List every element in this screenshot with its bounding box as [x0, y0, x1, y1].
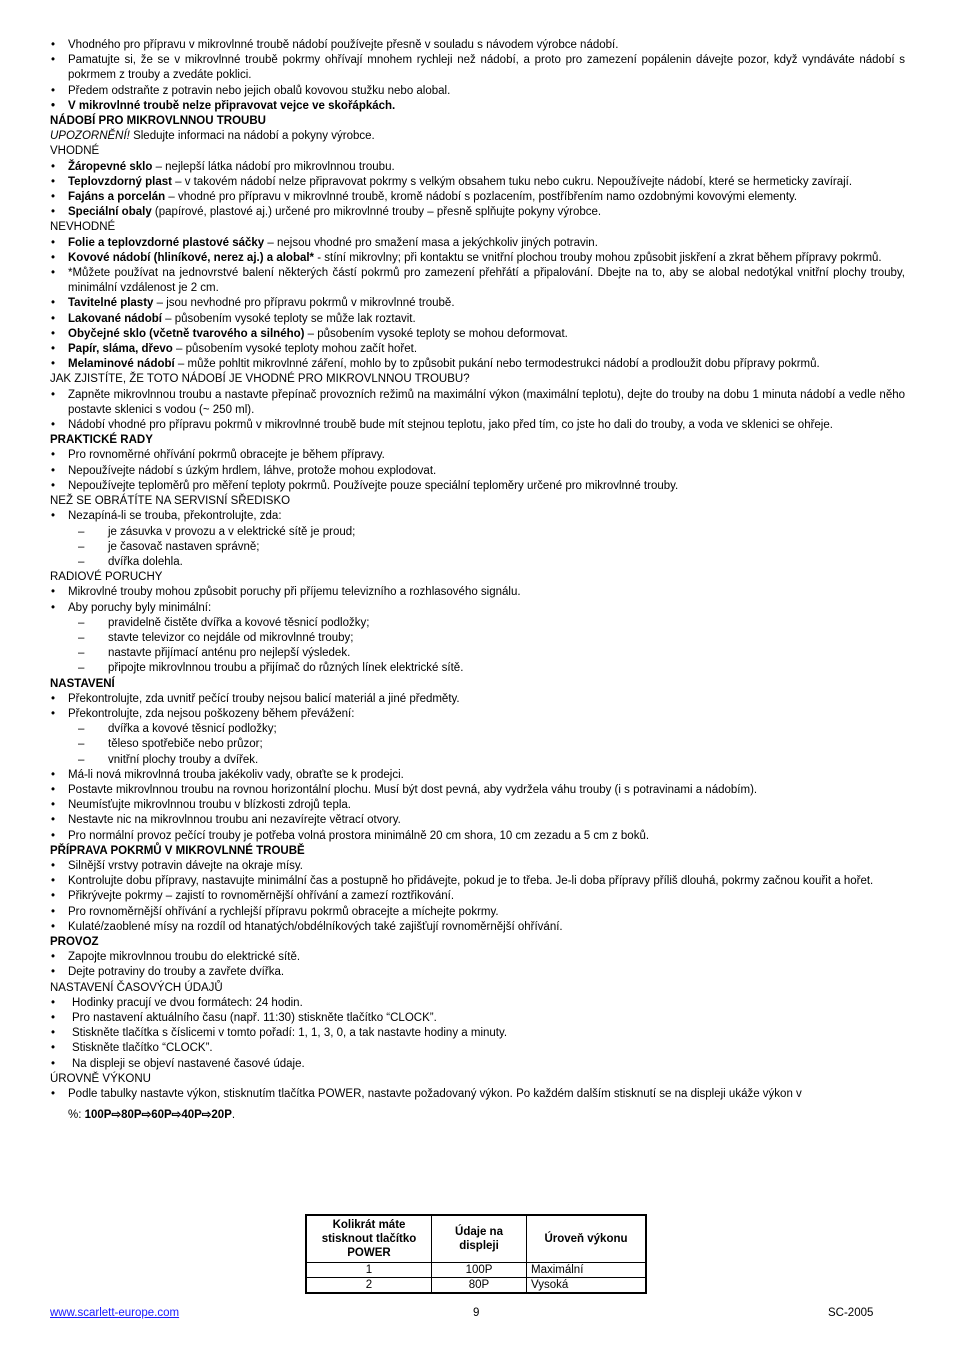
list-item: • Stiskněte tlačítka s číslicemi v tomto pořadí: 1, 1, 3, 0, a tak nastavte hodiny a minuty. — [50, 1026, 905, 1041]
list-item: • Lakované nádobí – působením vysoké teploty se může lak roztavit. — [50, 312, 905, 327]
list-item: • Pro rovnoměrnější ohřívání a rychlejší přípravu pokrmů obracejte a míchejte pokrmy. — [50, 905, 905, 920]
list-item: • Pamatujte si, že se v mikrovlnné troubě pokrmy ohřívají mnohem rychleji než nádobí, a proto pro zamezení popálenin dávejte pozor, když vyndáváte nádobí s pokrmem z trouby a zvedáte poklici. — [50, 53, 905, 83]
list-item: • *Můžete používat na jednovrstvé balení některých částí pokrmů pro zamezení přehřátí a připalování. Dbejte na to, aby se alobal nedotýkal vnitřní plochy trouby, minimální vzdálenost je 2 cm. — [50, 266, 905, 296]
website-link[interactable]: www.scarlett-europe.com — [50, 1307, 180, 1319]
table-header-row — [306, 1215, 646, 1263]
list-item: • Překontrolujte, zda uvnitř pečící trouby nejsou balicí materiál a jiné předměty. — [50, 692, 905, 707]
sub-list-item: – dvířka dolehla. — [50, 555, 905, 570]
list-item: • Silnější vrstvy potravin dávejte na okraje mísy. — [50, 859, 905, 874]
list-item: • Neumísťujte mikrovlnnou troubu v blízkosti zdrojů tepla. — [50, 798, 905, 813]
section-heading-test: JAK ZJISTÍTE, ŽE TOTO NÁDOBÍ JE VHODNÉ PRO MIKROVLNNOU TROUBU? — [50, 373, 470, 386]
model-number: SC-2005 — [828, 1307, 874, 1319]
table-cell: Maximální — [527, 1263, 647, 1278]
section-heading-power: ÚROVNĚ VÝKONU — [50, 1072, 151, 1085]
list-item: • Překontrolujte, zda nejsou poškozeny během převážení: — [50, 707, 905, 722]
section-heading-radio: RADIOVÉ PORUCHY — [50, 571, 163, 584]
footer-link-wrap — [50, 1307, 179, 1319]
table-cell: 1 — [306, 1263, 432, 1278]
section-heading-clock: NASTAVENÍ ČASOVÝCH ÚDAJŮ — [50, 981, 223, 994]
list-item: • Teplovzdorný plast – v takovém nádobí nelze připravovat pokrmy s velkým obsahem tuku nebo cukru. Nepoužívejte nádobí, které se hermeticky zavírají. — [50, 175, 905, 190]
list-item: • Stiskněte tlačítko “CLOCK”. — [50, 1041, 905, 1056]
page-number: 9 — [473, 1307, 480, 1319]
list-item: • Zapněte mikrovlnnou troubu a nastavte přepínač provozních režimů na maximální výkon (maximální teplotu), dejte do trouby na dobu 1 minuta nádobí a vedle něho postavte sklenici s vodou (~ 250 ml). — [50, 388, 905, 418]
document-body — [50, 38, 905, 1123]
sub-list-item: – je zásuvka v provozu a v elektrické sítě je proud; — [50, 525, 905, 540]
section-heading-cookware: NÁDOBÍ PRO MIKROVLNNOU TROUBU — [50, 115, 266, 128]
sub-list-item: – je časovač nastaven správně; — [50, 540, 905, 555]
list-item: • Melaminové nádobí – může pohltit mikrovlnné záření, mohlo by to způsobit pukání nebo termodestrukci nádobí a prodloužit dobu přípravy pokrmů. — [50, 357, 905, 372]
sub-list-item: – vnitřní plochy trouby a dvířek. — [50, 753, 905, 768]
power-level-table — [305, 1214, 647, 1294]
table-cell: 2 — [306, 1278, 432, 1294]
list-item: • Nezapíná-li se trouba, překontrolujte, zda: — [50, 509, 905, 524]
section-heading-setup: NASTAVENÍ — [50, 677, 115, 690]
section-heading-tips: PRAKTICKÉ RADY — [50, 434, 153, 447]
list-item: • Hodinky pracují ve dvou formátech: 24 hodin. — [50, 996, 905, 1011]
sub-list-item: – pravidelně čistěte dvířka a kovové těsnicí podložky; — [50, 616, 905, 631]
list-item: • Přikrývejte pokrmy – zajistí to rovnoměrnější ohřívání a zamezí roztřikování. — [50, 889, 905, 904]
list-item: • Pro nastavení aktuálního času (např. 11:30) stiskněte tlačítko “CLOCK”. — [50, 1011, 905, 1026]
list-item: • Nádobí vhodné pro přípravu pokrmů v mikrovlnné troubě bude mít stejnou teplotu, jako před tím, co jste ho dali do trouby, a voda ve sklenici se ohřeje. — [50, 418, 905, 433]
table-row — [306, 1278, 646, 1294]
list-item: • Předem odstraňte z potravin nebo jejich obalů kovovou stužku nebo alobal. — [50, 84, 905, 99]
list-item: • Papír, sláma, dřevo – působením vysoké teploty mohou začít hořet. — [50, 342, 905, 357]
list-item: • Žáropevné sklo – nejlepší látka nádobí pro mikrovlnnou troubu. — [50, 160, 905, 175]
list-item: • Kontrolujte dobu přípravy, nastavujte minimální čas a postupně ho přidávejte, pokud je to třeba. Je-li doba přípravy příliš dlouhá, pokrmy začnou kouřit a hořet. — [50, 874, 905, 889]
list-item: • Zapojte mikrovlnnou troubu do elektrické sítě. — [50, 950, 905, 965]
list-item: • Fajáns a porcelán – vhodné pro přípravu v mikrovlnné troubě, kromě nádobí s pozlacením, postříbřením namo ozdobnými kovovými elementy. — [50, 190, 905, 205]
section-heading-service: NEŽ SE OBRÁTÍTE NA SERVISNÍ SŘEDISKO — [50, 495, 291, 508]
list-item: • Postavte mikrovlnnou troubu na rovnou horizontální plochu. Musí být dost pevná, aby vydržela váhu trouby (i s potravinami a nádobím). — [50, 783, 905, 798]
list-item: • Na displeji se objeví nastavené časové údaje. — [50, 1057, 905, 1072]
table-cell: Vysoká — [527, 1278, 647, 1294]
unsuitable-heading: NEVHODNÉ — [50, 221, 116, 234]
list-item: • Folie a teplovzdorné plastové sáčky – nejsou vhodné pro smažení masa a jekýchkoliv jiných potravin. — [50, 236, 905, 251]
table-cell: 100P — [432, 1263, 527, 1278]
list-item: • Kulaté/zaoblené mísy na rozdíl od htanatých/obdélníkových také zajišťují rovnoměrnější ohřívání. — [50, 920, 905, 935]
section-heading-prep: PŘÍPRAVA POKRMŮ V MIKROVLNNÉ TROUBĚ — [50, 844, 305, 857]
list-item: • Dejte potraviny do trouby a zavřete dvířka. — [50, 965, 905, 980]
list-item: • Nestavte nic na mikrovlnnou troubu ani nezavírejte větrací otvory. — [50, 813, 905, 828]
list-item: • Mikrovlné trouby mohou způsobit poruchy při příjemu televizního a rozhlasového signálu. — [50, 585, 905, 600]
suitable-heading: VHODNÉ — [50, 145, 100, 158]
list-item: • Nepoužívejte nádobí s úzkým hrdlem, láhve, protože mohou explodovat. — [50, 464, 905, 479]
table-row — [306, 1263, 646, 1278]
sub-list-item: – připojte mikrovlnnou troubu a přijímač do různých línek elektrické sítě. — [50, 661, 905, 676]
sub-list-item: – stavte televizor co nejdále od mikrovlnné trouby; — [50, 631, 905, 646]
list-item: • Aby poruchy byly minimální: — [50, 601, 905, 616]
section-heading-operation: PROVOZ — [50, 935, 99, 948]
list-item: • Pro normální provoz pečící trouby je potřeba volná prostora minimálně 20 cm shora, 10 cm zezadu a 5 cm z boků. — [50, 829, 905, 844]
list-item: • Pro rovnoměrné ohřívání pokrmů obracejte je během přípravy. — [50, 448, 905, 463]
sub-list-item: – dvířka a kovové těsnicí podložky; — [50, 722, 905, 737]
list-item: • Kovové nádobí (hliníkové, nerez aj.) a alobal* - stíní mikrovlny; při kontaktu se vnitřní plochou trouby mohou způsobit jiskření a zkrat během přípravy pokrmů. — [50, 251, 905, 266]
table-cell: 80P — [432, 1278, 527, 1294]
column-header: Úroveň výkonu — [527, 1215, 647, 1263]
power-sequence: %: 100P⇨80P⇨60P⇨40P⇨20P. — [68, 1109, 236, 1122]
list-item: • Obyčejné sklo (včetně tvarového a silného) – působením vysoké teploty se mohou deformovat. — [50, 327, 905, 342]
sub-list-item: – nastavte přijímací anténu pro nejlepší výsledek. — [50, 646, 905, 661]
list-item: • Tavitelné plasty – jsou nevhodné pro přípravu pokrmů v mikrovlnné troubě. — [50, 296, 905, 311]
list-item: • Speciální obaly (papírové, plastové aj.) určené pro mikrovlnné trouby – přesně splňujte pokyny výrobce. — [50, 205, 905, 220]
egg-warning: • V mikrovlnné troubě nelze připravovat vejce ve skořápkách. — [50, 99, 905, 114]
list-item: • Podle tabulky nastavte výkon, stisknutím tlačítka POWER, nastavte požadovaný výkon. Po každém dalším stisknutí se na displeji ukáže výkon v %: 100P⇨80P⇨60P⇨40P⇨20P. — [50, 1087, 905, 1123]
sub-list-item: – těleso spotřebiče nebo průzor; — [50, 737, 905, 752]
warning-label: UPOZORNĚNÍ! — [50, 130, 130, 143]
cookware-warning: UPOZORNĚNÍ! Sledujte informaci na nádobí a pokyny výrobce. — [50, 130, 375, 143]
column-header: Údaje na displeji — [432, 1215, 527, 1263]
list-item: • Nepoužívejte teploměrů pro měření teploty pokrmů. Používejte pouze speciální teploměry určené pro mikrovlnné trouby. — [50, 479, 905, 494]
column-header: Kolikrát máte stisknout tlačítko POWER — [306, 1215, 432, 1263]
list-item: • Má-li nová mikrovlnná trouba jakékoliv vady, obraťte se k prodejci. — [50, 768, 905, 783]
list-item: • Vhodného pro přípravu v mikrovlnné troubě nádobí používejte přesně v souladu s návodem výrobce nádobí. — [50, 38, 905, 53]
